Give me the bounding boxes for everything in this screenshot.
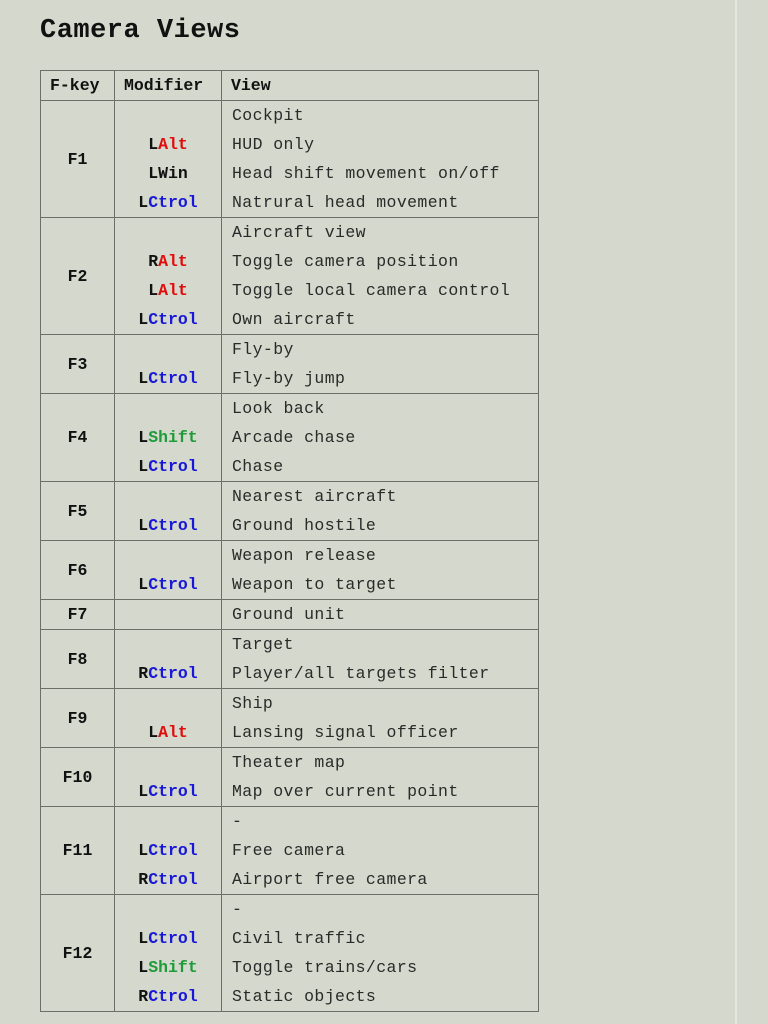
view-label: Cockpit: [232, 106, 305, 125]
fkey-cell: F3: [41, 335, 115, 394]
modifier-side: L: [148, 135, 159, 154]
fkey-cell: F1: [41, 101, 115, 218]
table-row: [41, 748, 539, 807]
modifier-label: [115, 247, 221, 276]
modifier-key: Ctrol: [148, 870, 198, 889]
view-cell: [222, 600, 539, 630]
modifier-key: Alt: [158, 281, 188, 300]
fkey-cell: F10: [41, 748, 115, 807]
modifier-label: [115, 570, 221, 599]
table-row: [41, 600, 539, 630]
modifier-key: Alt: [158, 252, 188, 271]
view-label: Free camera: [232, 841, 346, 860]
modifier-label: [115, 452, 221, 481]
table-row: [41, 482, 539, 541]
modifier-label: [115, 777, 221, 806]
table-body: [41, 101, 539, 1012]
modifier-key: Ctrol: [148, 841, 198, 860]
modifier-key: Ctrol: [148, 310, 198, 329]
view-cell: [222, 807, 539, 895]
modifier-label: [115, 394, 221, 423]
fkey-cell: F11: [41, 807, 115, 895]
view-cell: [222, 689, 539, 748]
modifier-key: Ctrol: [148, 929, 198, 948]
modifier-cell: [115, 541, 222, 600]
modifier-key: Shift: [148, 428, 198, 447]
modifier-key: Ctrol: [148, 516, 198, 535]
modifier-key: Ctrol: [148, 575, 198, 594]
modifier-key: Ctrol: [148, 782, 198, 801]
table-row: [41, 807, 539, 895]
view-label: Theater map: [232, 753, 346, 772]
fkey-cell: F9: [41, 689, 115, 748]
table-row: [41, 630, 539, 689]
view-label: Chase: [232, 457, 284, 476]
view-label: Toggle camera position: [232, 252, 459, 271]
view-label: Map over current point: [232, 782, 459, 801]
fkey-cell: F4: [41, 394, 115, 482]
view-label: Ground unit: [232, 605, 346, 624]
modifier-key: Ctrol: [148, 369, 198, 388]
modifier-side: L: [138, 958, 149, 977]
view-label: Airport free camera: [232, 870, 428, 889]
modifier-label: [115, 807, 221, 836]
modifier-cell: [115, 748, 222, 807]
column-header-fkey: F-key: [41, 71, 115, 101]
view-label: Natrural head movement: [232, 193, 459, 212]
modifier-key: Shift: [148, 958, 198, 977]
modifier-label: [115, 895, 221, 924]
modifier-label: [115, 541, 221, 570]
fkey-cell: F8: [41, 630, 115, 689]
view-label: Aircraft view: [232, 223, 366, 242]
modifier-label: [115, 924, 221, 953]
modifier-label: [115, 748, 221, 777]
view-cell: [222, 394, 539, 482]
modifier-label: [115, 159, 221, 188]
view-label: Ground hostile: [232, 516, 377, 535]
view-label: Head shift movement on/off: [232, 164, 500, 183]
modifier-label: [115, 836, 221, 865]
table-row: [41, 541, 539, 600]
view-cell: [222, 895, 539, 1012]
modifier-side: L: [148, 281, 159, 300]
modifier-cell: [115, 630, 222, 689]
modifier-key: Win: [158, 164, 188, 183]
fkey-cell: F2: [41, 218, 115, 335]
modifier-side: L: [148, 723, 159, 742]
fkey-cell: F12: [41, 895, 115, 1012]
modifier-label: [115, 982, 221, 1011]
view-label: HUD only: [232, 135, 315, 154]
modifier-side: L: [138, 193, 149, 212]
modifier-side: R: [138, 870, 149, 889]
modifier-cell: [115, 101, 222, 218]
view-label: Arcade chase: [232, 428, 356, 447]
modifier-cell: [115, 482, 222, 541]
modifier-cell: [115, 895, 222, 1012]
table-row: [41, 689, 539, 748]
modifier-key: Alt: [158, 723, 188, 742]
view-label: Fly-by jump: [232, 369, 346, 388]
view-label: Fly-by: [232, 340, 294, 359]
view-label: Player/all targets filter: [232, 664, 490, 683]
fkey-cell: F5: [41, 482, 115, 541]
modifier-cell: [115, 218, 222, 335]
modifier-cell: [115, 807, 222, 895]
view-cell: [222, 541, 539, 600]
view-label: Static objects: [232, 987, 377, 1006]
view-cell: [222, 335, 539, 394]
modifier-label: [115, 101, 221, 130]
modifier-label: [115, 276, 221, 305]
modifier-cell: [115, 394, 222, 482]
table-row: [41, 218, 539, 335]
modifier-side: L: [138, 369, 149, 388]
view-label: Own aircraft: [232, 310, 356, 329]
view-label: Ship: [232, 694, 274, 713]
view-label: Look back: [232, 399, 325, 418]
modifier-key: Ctrol: [148, 664, 198, 683]
modifier-label: [115, 689, 221, 718]
view-label: Weapon to target: [232, 575, 397, 594]
table-row: [41, 335, 539, 394]
table-row: [41, 101, 539, 218]
modifier-label: [115, 865, 221, 894]
modifier-label: [115, 718, 221, 747]
modifier-cell: [115, 600, 222, 630]
modifier-label: [115, 482, 221, 511]
modifier-key: Ctrol: [148, 987, 198, 1006]
view-label: -: [232, 812, 243, 831]
view-label: Target: [232, 635, 294, 654]
modifier-label: [115, 953, 221, 982]
view-label: Civil traffic: [232, 929, 366, 948]
modifier-label: [115, 130, 221, 159]
view-label: Nearest aircraft: [232, 487, 397, 506]
modifier-cell: [115, 689, 222, 748]
column-header-modifier: Modifier: [115, 71, 222, 101]
view-cell: [222, 218, 539, 335]
table-row: [41, 895, 539, 1012]
table-header-row: [41, 71, 539, 101]
modifier-side: L: [148, 164, 159, 183]
view-cell: [222, 101, 539, 218]
view-cell: [222, 482, 539, 541]
modifier-side: R: [138, 987, 149, 1006]
modifier-side: L: [138, 428, 149, 447]
modifier-key: Alt: [158, 135, 188, 154]
table-row: [41, 394, 539, 482]
modifier-side: L: [138, 841, 149, 860]
camera-views-table: [40, 70, 539, 1012]
modifier-label: [115, 218, 221, 247]
modifier-side: R: [138, 664, 149, 683]
modifier-label: [115, 335, 221, 364]
page-fold-line: [735, 0, 737, 1024]
modifier-side: L: [138, 310, 149, 329]
view-cell: [222, 748, 539, 807]
page-title: Camera Views: [40, 16, 241, 46]
fkey-cell: F6: [41, 541, 115, 600]
modifier-key: Ctrol: [148, 457, 198, 476]
view-label: Weapon release: [232, 546, 377, 565]
modifier-side: L: [138, 457, 149, 476]
view-cell: [222, 630, 539, 689]
view-label: Toggle trains/cars: [232, 958, 418, 977]
modifier-side: R: [148, 252, 159, 271]
column-header-view: View: [222, 71, 539, 101]
modifier-label: [115, 364, 221, 393]
modifier-label: [115, 423, 221, 452]
modifier-side: L: [138, 929, 149, 948]
modifier-label: [115, 188, 221, 217]
modifier-side: L: [138, 782, 149, 801]
view-label: -: [232, 900, 243, 919]
modifier-label: [115, 630, 221, 659]
modifier-key: Ctrol: [148, 193, 198, 212]
modifier-label: [115, 305, 221, 334]
view-label: Toggle local camera control: [232, 281, 511, 300]
modifier-cell: [115, 335, 222, 394]
view-label: Lansing signal officer: [232, 723, 459, 742]
modifier-side: L: [138, 516, 149, 535]
modifier-label: [115, 600, 221, 629]
modifier-label: [115, 511, 221, 540]
modifier-label: [115, 659, 221, 688]
modifier-side: L: [138, 575, 149, 594]
fkey-cell: F7: [41, 600, 115, 630]
